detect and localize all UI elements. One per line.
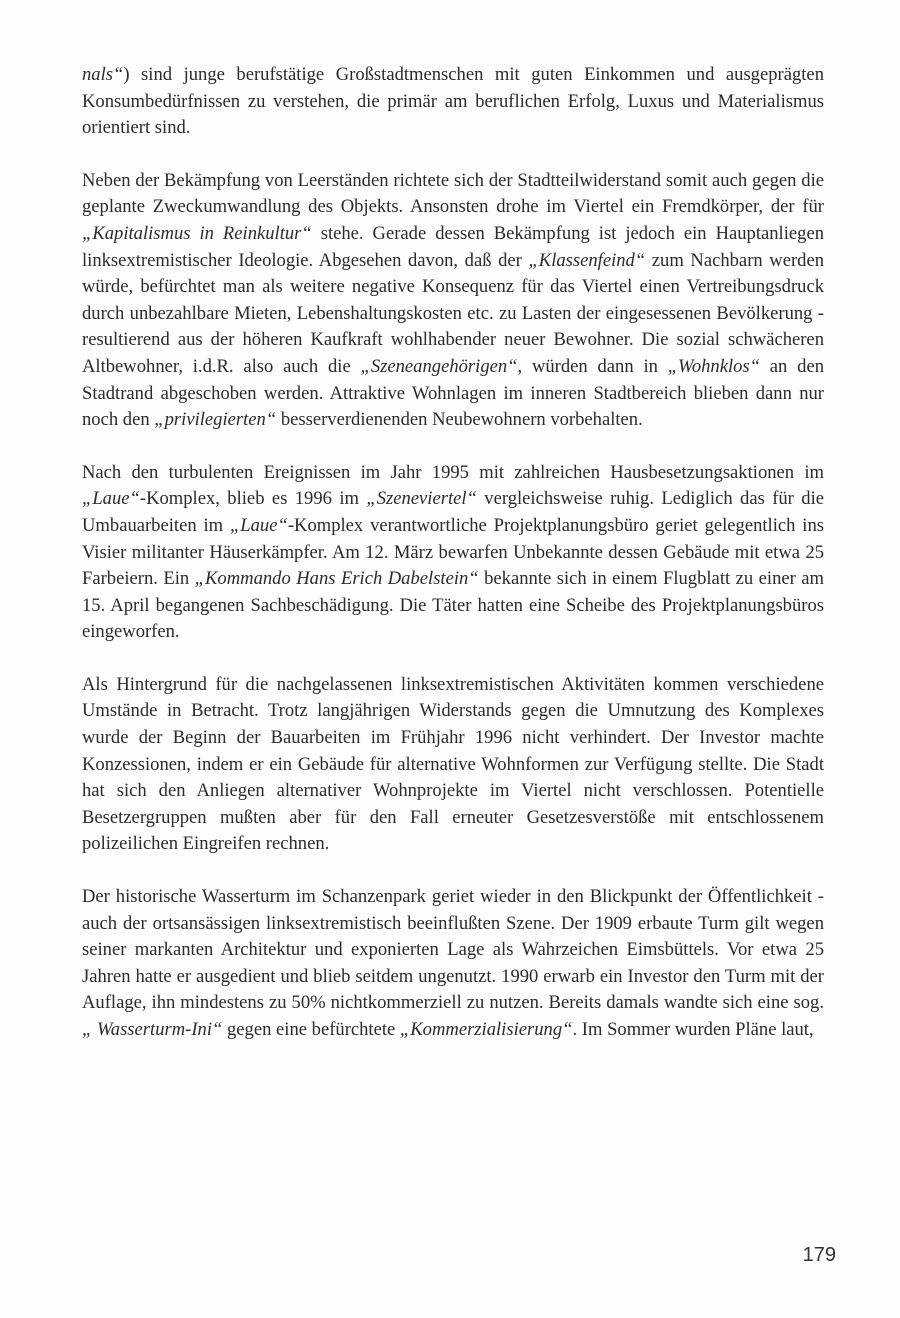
text-run: stehe. Gerade dessen Bekämpfung ist jedoch ein Hauptanliegen linksextremistischer Ideologie. Abgesehen davon, daß der bbox=[82, 222, 824, 271]
body-text bbox=[82, 62, 824, 1070]
text-run: Nach den turbulenten Ereignissen im Jahr 1995 mit zahlreichen Hausbesetzungsaktionen im bbox=[82, 461, 824, 483]
paragraph bbox=[82, 672, 824, 858]
italic-text: „Laue“ bbox=[229, 514, 288, 536]
italic-text: „Szeneangehörigen“ bbox=[360, 355, 518, 377]
text-run: -Komplex, blieb es 1996 im bbox=[139, 488, 367, 510]
italic-text: „ Wasserturm-Ini“ bbox=[82, 1019, 223, 1040]
italic-text: „Wohnklos“ bbox=[667, 355, 761, 377]
paragraph bbox=[82, 168, 824, 434]
text-run: ) sind junge berufstätige Großstadtmenschen mit guten Einkommen und ausgeprägten Konsumbedürfnissen zu verstehen, die primär am beruflichen Erfolg, Luxus und Materialismus orientiert sind. bbox=[82, 64, 824, 139]
paragraph bbox=[82, 62, 824, 142]
page-number: 179 bbox=[802, 1244, 836, 1266]
text-run: Der historische Wasserturm im Schanzenpark geriet wieder in den Blickpunkt der Öffentlichkeit - auch der ortsansässigen linksextremistisch beeinflußten Szene. Der 1909 erbaute Turm gilt wegen seiner markanten Architektur und exponierten Lage als Wahrzeichen Eimsbüttels. Vor etwa 25 Jahren hatte er ausgedient und blieb seitdem ungenutzt. 1990 erwarb ein Investor den Turm mit der Auflage, ihn mindestens zu 50% nichtkommerziell zu nutzen. Bereits damals wandte sich eine sog. bbox=[82, 886, 824, 1014]
text-run: . Im Sommer wurden Pläne laut, bbox=[572, 1019, 814, 1040]
italic-text: „Kapitalismus in Reinkultur“ bbox=[82, 222, 312, 244]
text-run: Neben der Bekämpfung von Leerständen richtete sich der Stadtteilwiderstand somit auch gegen die geplante Zweckumwandlung des Objekts. Ansonsten drohe im Viertel ein Fremdkörper, der für bbox=[82, 169, 824, 218]
text-run: bekannte sich in einem Flugblatt zu einer am 15. April begangenen Sachbeschädigung. Die Täter hatten eine Scheibe des Projektplanungsbüros eingeworfen. bbox=[82, 568, 824, 643]
italic-text: „Kommando Hans Erich Dabelstein“ bbox=[194, 568, 479, 590]
text-run: Als Hintergrund für die nachgelassenen linksextremistischen Aktivitäten kommen verschiedene Umstände in Betracht. Trotz langjährigen Widerstands gegen die Umnutzung des Komplexes wurde der Beginn der Bauarbeiten im Frühjahr 1996 nicht verhindert. Der Investor machte Konzessionen, indem er ein Gebäude für alternative Wohnformen zur Verfügung stellte. Die Stadt hat sich den Anliegen alternativer Wohnprojekte im Viertel nicht verschlossen. Potentielle Besetzergruppen mußten aber für den Fall erneuter Gesetzesverstöße mit entschlossenem polizeilichen Eingreifen rechnen. bbox=[82, 673, 824, 855]
italic-text: „Laue“ bbox=[82, 488, 140, 510]
text-run: gegen eine befürchtete bbox=[222, 1019, 400, 1040]
italic-text: „Klassenfeind“ bbox=[528, 249, 646, 271]
italic-text: „Szeneviertel“ bbox=[366, 488, 477, 510]
text-run: an den Stadtrand abgeschoben werden. Attraktive Wohnlagen im inneren Stadtbereich blieben dann nur noch den bbox=[82, 355, 824, 431]
text-run: zum Nachbarn werden würde, befürchtet man als weitere negative Konsequenz für das Viertel einen Vertreibungsdruck durch unbezahlbare Mieten, Lebenshaltungskosten etc. zu Lasten der eingesessenen Bevölkerung - resultierend aus der höheren Kaufkraft wohlhabender neuer Bewohner. Die sozial schwächeren Altbewohner, i.d.R. also auch die bbox=[82, 249, 824, 377]
text-run: vergleichsweise ruhig. Lediglich das für die Umbauarbeiten im bbox=[82, 488, 824, 536]
italic-text: „Kommerzialisierung“ bbox=[399, 1019, 573, 1040]
paragraph bbox=[82, 884, 824, 1044]
text-run: , würden dann in bbox=[517, 355, 668, 377]
italic-text: nals“ bbox=[82, 64, 124, 85]
paragraph bbox=[82, 460, 824, 646]
italic-text: „privilegierten“ bbox=[154, 409, 277, 431]
text-run: besserverdienenden Neubewohnern vorbehalten. bbox=[276, 409, 643, 431]
text-run: -Komplex verantwortliche Projektplanungsbüro geriet gelegentlich ins Visier militanter Häuserkämpfer. Am 12. März bewarfen Unbekannte dessen Gebäude mit etwa 25 Farbeiern. Ein bbox=[82, 514, 824, 590]
